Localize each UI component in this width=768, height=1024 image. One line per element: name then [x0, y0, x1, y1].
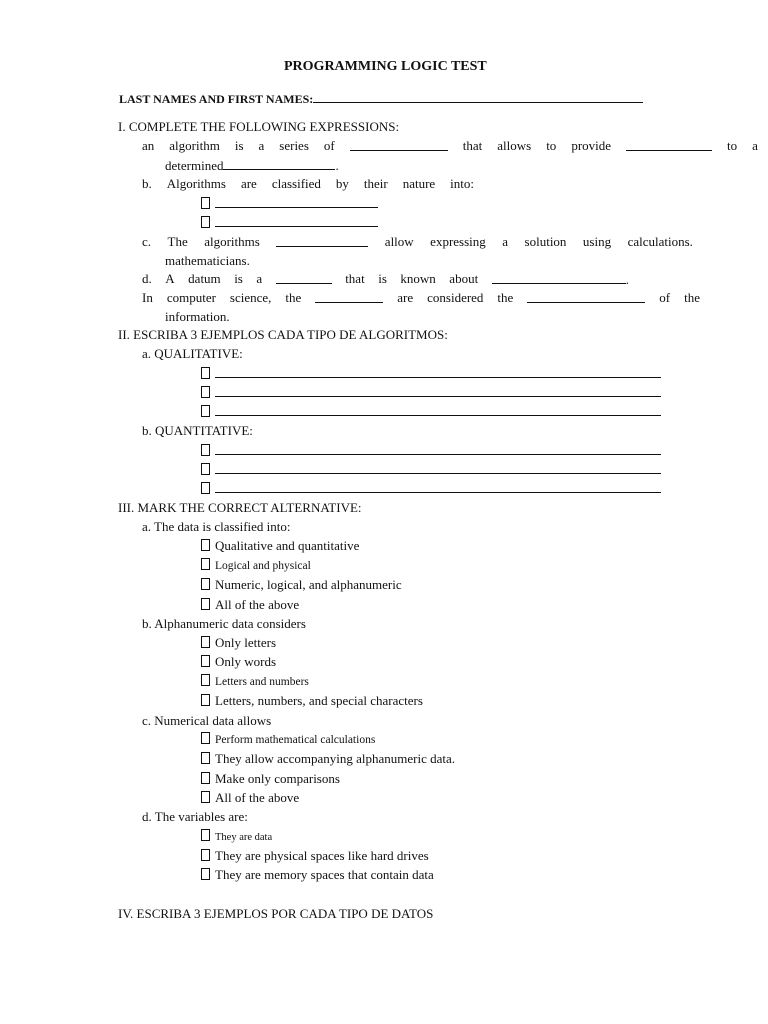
question-3d: d. The variables are: [142, 809, 248, 824]
blank-1d-1[interactable] [276, 271, 332, 284]
names-field[interactable] [119, 90, 643, 107]
checkbox-icon [201, 868, 210, 880]
checkbox-icon [201, 636, 210, 648]
option-3b-2[interactable]: Only words [201, 654, 276, 670]
checkbox-icon [201, 791, 210, 803]
checkbox-icon [201, 539, 210, 551]
section-3-heading: III. MARK THE CORRECT ALTERNATIVE: [118, 500, 362, 515]
checkbox-icon [201, 674, 210, 686]
checkbox-icon [201, 367, 210, 379]
names-blank[interactable] [313, 90, 643, 103]
checkbox-icon [201, 216, 210, 228]
answer-2a-2[interactable] [201, 384, 661, 401]
section-2-heading: II. ESCRIBA 3 EJEMPLOS CADA TIPO DE ALGORITMOS: [118, 327, 448, 342]
question-1c-line-2: mathematicians. [165, 253, 250, 268]
checkbox-icon [201, 463, 210, 475]
checkbox-icon [201, 405, 210, 417]
checkbox-icon [201, 598, 210, 610]
answer-2b-1[interactable] [201, 442, 661, 459]
checkbox-icon [201, 444, 210, 456]
question-2b: b. QUANTITATIVE: [142, 423, 253, 438]
checkbox-icon [201, 752, 210, 764]
option-3c-4[interactable]: All of the above [201, 790, 299, 806]
answer-2b-3[interactable] [201, 480, 661, 497]
option-3d-1[interactable]: They are data [201, 829, 272, 846]
option-3a-2[interactable]: Logical and physical [201, 558, 311, 574]
question-3a: a. The data is classified into: [142, 519, 291, 534]
option-3d-2[interactable]: They are physical spaces like hard drives [201, 848, 429, 864]
option-3b-1[interactable]: Only letters [201, 635, 276, 651]
question-1c-line-1: c. The algorithms allow expressing a solution using calculations. [142, 234, 693, 249]
checkbox-icon [201, 655, 210, 667]
option-3b-3[interactable]: Letters and numbers [201, 674, 309, 690]
question-1e-line-2: information. [165, 309, 230, 324]
checkbox-icon [201, 732, 210, 744]
checkbox-icon [201, 772, 210, 784]
option-3c-2[interactable]: They allow accompanying alphanumeric data. [201, 751, 455, 767]
blank-1d-2[interactable] [492, 271, 626, 284]
answer-1b-2[interactable] [201, 214, 378, 231]
question-1e-line-1: In computer science, the are considered the of the [142, 290, 700, 305]
question-1a-line-2: determined . [165, 158, 339, 173]
question-2a: a. QUALITATIVE: [142, 346, 243, 361]
answer-1b-1[interactable] [201, 195, 378, 212]
blank-1e-1[interactable] [315, 290, 383, 303]
question-3c: c. Numerical data allows [142, 713, 272, 728]
question-1a-line-1: an algorithm is a series of that allows to provide to a [142, 138, 758, 153]
question-3b: b. Alphanumeric data considers [142, 616, 306, 631]
checkbox-icon [201, 558, 210, 570]
option-3a-3[interactable]: Numeric, logical, and alphanumeric [201, 577, 402, 593]
option-3b-4[interactable]: Letters, numbers, and special characters [201, 693, 423, 709]
checkbox-icon [201, 578, 210, 590]
checkbox-icon [201, 829, 210, 841]
answer-2a-1[interactable] [201, 365, 661, 382]
section-4-heading: IV. ESCRIBA 3 EJEMPLOS POR CADA TIPO DE DATOS [118, 906, 434, 921]
option-3d-3[interactable]: They are memory spaces that contain data [201, 867, 434, 883]
option-3c-3[interactable]: Make only comparisons [201, 771, 340, 787]
blank-1e-2[interactable] [527, 290, 645, 303]
names-label: LAST NAMES AND FIRST NAMES: [119, 92, 314, 106]
checkbox-icon [201, 849, 210, 861]
answer-2b-2[interactable] [201, 461, 661, 478]
checkbox-icon [201, 386, 210, 398]
answer-2a-3[interactable] [201, 403, 661, 420]
blank-1a-2[interactable] [626, 138, 712, 151]
option-3a-1[interactable]: Qualitative and quantitative [201, 538, 359, 554]
blank-1c[interactable] [276, 234, 368, 247]
page-title: PROGRAMMING LOGIC TEST [284, 59, 487, 74]
blank-1a-1[interactable] [350, 138, 448, 151]
question-1b: b. Algorithms are classified by their nature into: [142, 176, 474, 191]
blank-1a-3[interactable] [223, 157, 335, 170]
section-1-heading: I. COMPLETE THE FOLLOWING EXPRESSIONS: [118, 119, 400, 134]
option-3a-4[interactable]: All of the above [201, 597, 299, 613]
checkbox-icon [201, 482, 210, 494]
option-3c-1[interactable]: Perform mathematical calculations [201, 732, 375, 748]
checkbox-icon [201, 694, 210, 706]
question-1d: d. A datum is a that is known about . [142, 271, 629, 287]
checkbox-icon [201, 197, 210, 209]
